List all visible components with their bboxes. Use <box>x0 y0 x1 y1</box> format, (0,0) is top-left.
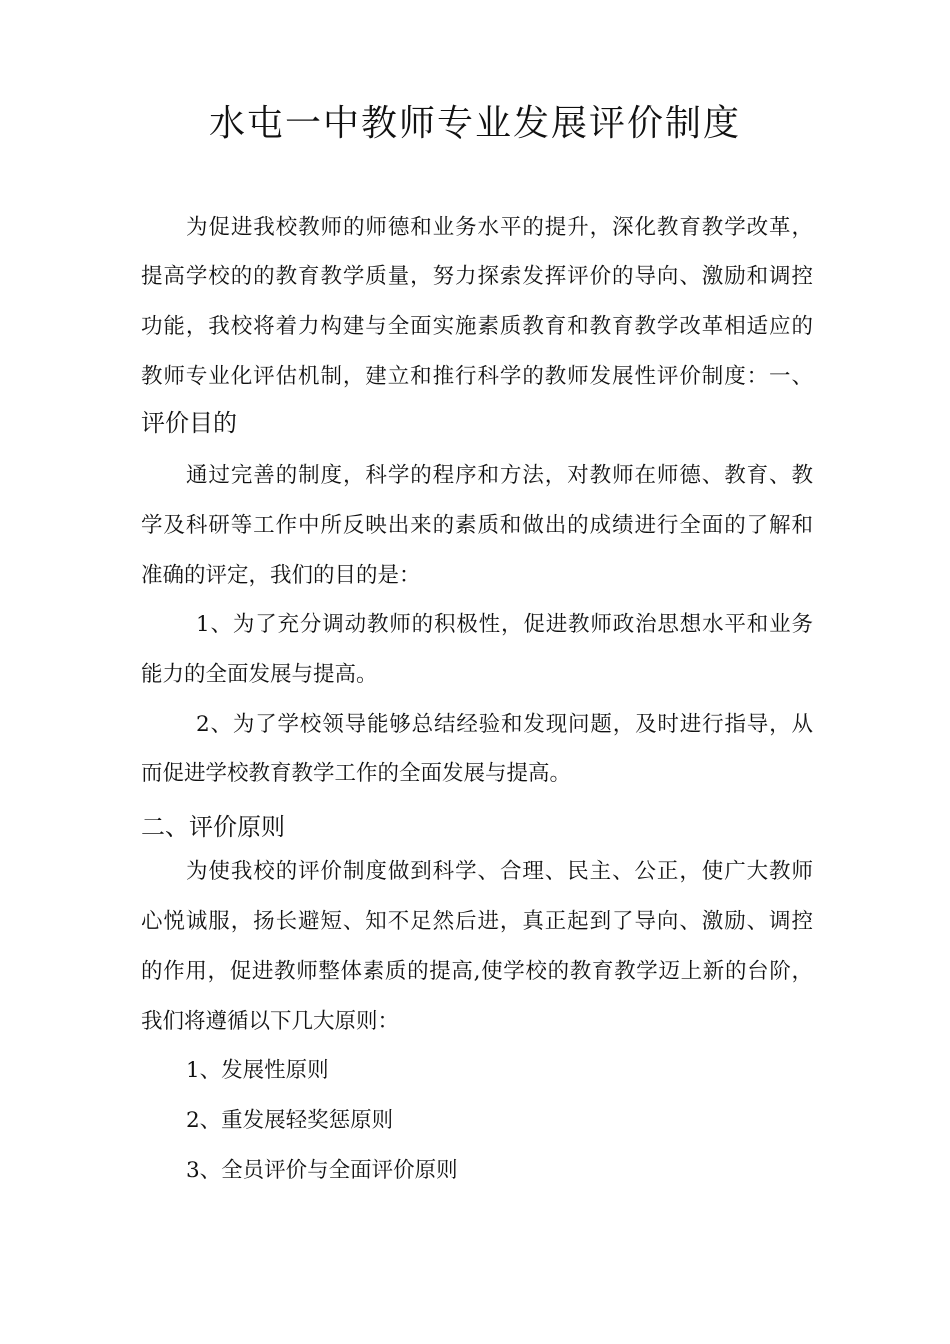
intro-line-2: 提高学校的的教育教学质量，努力探索发挥评价的导向、激励和调控 <box>141 264 813 289</box>
section1-item1-line-1: 1、为了充分调动教师的积极性，促进教师政治思想水平和业务 <box>196 612 813 637</box>
section2-para-line-2: 心悦诚服，扬长避短、知不足然后进，真正起到了导向、激励、调控 <box>141 909 813 934</box>
section2-para-line-1: 为使我校的评价制度做到科学、合理、民主、公正，使广大教师 <box>186 859 813 884</box>
section1-item2-line-2: 而促进学校教育教学工作的全面发展与提高。 <box>141 761 572 786</box>
section2-para-line-4: 我们将遵循以下几大原则： <box>141 1009 400 1034</box>
section1-para-line-3: 准确的评定，我们的目的是： <box>141 563 421 588</box>
intro-line-1: 为促进我校教师的师德和业务水平的提升，深化教育教学改革， <box>186 215 813 240</box>
section2-heading: 二、评价原则 <box>141 813 285 841</box>
principle-item-2: 2、重发展轻奖惩原则 <box>186 1108 394 1133</box>
document-title: 水屯一中教师专业发展评价制度 <box>208 103 741 144</box>
intro-line-3: 功能，我校将着力构建与全面实施素质教育和教育教学改革相适应的 <box>141 314 813 339</box>
section1-item1-line-2: 能力的全面发展与提高。 <box>141 662 378 687</box>
section1-item2-line-1: 2、为了学校领导能够总结经验和发现问题，及时进行指导，从 <box>196 712 813 737</box>
principle-item-1: 1、发展性原则 <box>186 1058 329 1083</box>
section2-para-line-3: 的作用，促进教师整体素质的提高,使学校的教育教学迈上新的台阶， <box>141 959 813 984</box>
intro-line-4: 教师专业化评估机制，建立和推行科学的教师发展性评价制度：一、 <box>141 364 813 389</box>
section1-para-line-2: 学及科研等工作中所反映出来的素质和做出的成绩进行全面的了解和 <box>141 513 813 538</box>
section1-para-line-1: 通过完善的制度，科学的程序和方法，对教师在师德、教育、教 <box>186 463 813 488</box>
section1-heading: 评价目的 <box>141 409 237 437</box>
principle-item-3: 3、全员评价与全面评价原则 <box>186 1158 458 1183</box>
